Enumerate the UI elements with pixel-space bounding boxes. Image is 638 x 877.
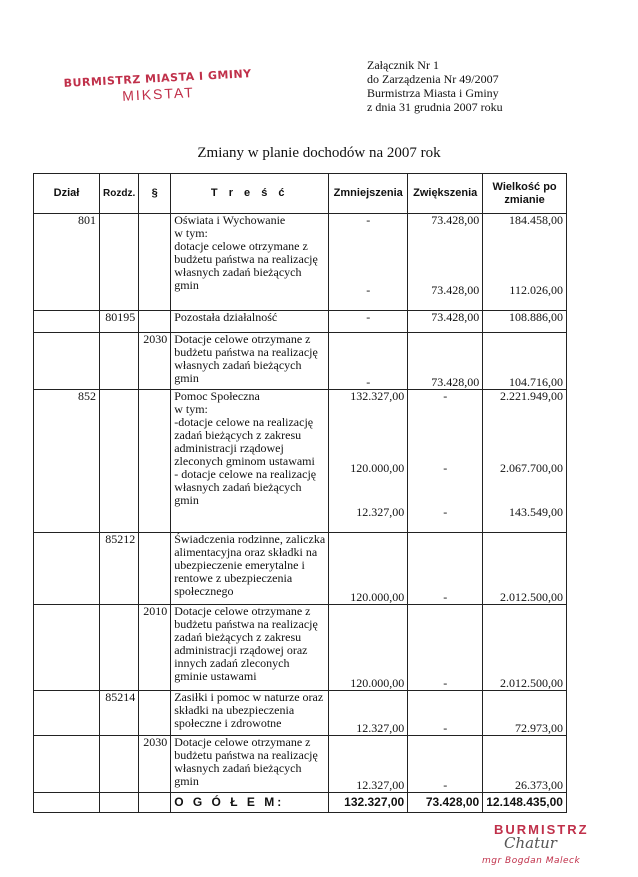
- value-zwi-bot: -: [443, 505, 448, 519]
- total-row: [34, 793, 567, 813]
- value-zmn-top: -: [366, 213, 371, 227]
- header-zmniejszenia: Zmniejszenia: [329, 174, 408, 214]
- cell-wz: 2.012.500,00: [483, 533, 567, 605]
- cell-zmn: -: [329, 333, 408, 390]
- cell-zwi: 73.428,00: [408, 333, 483, 390]
- cell-rozdz: 80195: [100, 311, 139, 333]
- document-title: Zmiany w planie dochodów na 2007 rok: [197, 145, 441, 161]
- total-label: O G Ó Ł E M:: [171, 793, 329, 813]
- stamp-line-1: BURMISTRZ MIASTA I GMINY: [63, 67, 252, 90]
- cell-wz: 2.012.500,00: [483, 605, 567, 691]
- value-wz-bot: 143.549,00: [508, 505, 563, 519]
- total-zmn: 132.327,00: [329, 793, 408, 813]
- cell-zwi: -: [408, 736, 483, 793]
- signature-title: BURMISTRZ: [494, 822, 589, 837]
- value-wz-top: 2.221.949,00: [499, 389, 563, 403]
- cell-zmn: -: [329, 311, 408, 333]
- table-row: [34, 736, 567, 793]
- header-zwiekszenia: Zwiększenia: [408, 174, 483, 214]
- cell-par: 2010: [139, 605, 171, 691]
- table-row: [34, 691, 567, 736]
- cell-wz: 108.886,00: [483, 311, 567, 333]
- cell-zmn: 12.327,00: [329, 736, 408, 793]
- table-row: [34, 533, 567, 605]
- cell-tresc: Pomoc Społeczna w tym: -dotacje celowe na realizację zadań bieżących z zakresu administracji rządowej zleconych gminom ustawami - dotacje celowe na realizację własnych zadań bieżących gmin: [171, 390, 329, 533]
- cell-zwi: 73.428,00: [408, 311, 483, 333]
- annex-line-4: z dnia 31 grudnia 2007 roku: [367, 100, 503, 114]
- cell-dzial: 801: [34, 214, 100, 311]
- cell-rozdz: 85214: [100, 691, 139, 736]
- cell-zwi: [408, 390, 483, 533]
- cell-rozdz: 85212: [100, 533, 139, 605]
- annex-line-3: Burmistrza Miasta i Gminy: [367, 86, 499, 100]
- value-zmn-top: 132.327,00: [350, 389, 405, 403]
- value-wz-mid: 2.067.700,00: [499, 461, 563, 475]
- cell-zwi: -: [408, 691, 483, 736]
- table-row: [34, 311, 567, 333]
- cell-zmn: [329, 390, 408, 533]
- cell-wz: [483, 214, 567, 311]
- value-zwi-top: -: [443, 389, 448, 403]
- cell-par: 2030: [139, 333, 171, 390]
- value-zmn-mid: 120.000,00: [350, 461, 405, 475]
- cell-zmn: 120.000,00: [329, 533, 408, 605]
- table-row: [34, 390, 567, 533]
- official-stamp: [63, 67, 252, 107]
- cell-tresc: Pozostała działalność: [171, 311, 329, 333]
- cell-tresc: Dotacje celowe otrzymane z budżetu państwa na realizację własnych zadań bieżących gmin: [171, 333, 329, 390]
- value-zmn-bot: -: [366, 283, 371, 297]
- cell-zmn: [329, 214, 408, 311]
- cell-zmn: 12.327,00: [329, 691, 408, 736]
- cell-zwi: -: [408, 533, 483, 605]
- header-tresc: T r e ś ć: [171, 174, 329, 214]
- cell-tresc: Dotacje celowe otrzymane z budżetu państwa na realizację zadań bieżących z zakresu administracji rządowej oraz innych zadań zleconych gminie ustawami: [171, 605, 329, 691]
- handwritten-signature: Chatur: [504, 834, 557, 852]
- cell-tresc: Świadczenia rodzinne, zaliczka alimentacyjna oraz składki na ubezpieczenie emerytalne i rentowe z ubezpieczenia społecznego: [171, 533, 329, 605]
- table-row: [34, 333, 567, 390]
- cell-rozdz: [100, 214, 139, 311]
- table-header-row: [34, 174, 567, 214]
- cell-tresc: Zasiłki i pomoc w naturze oraz składki na ubezpieczenia społeczne i zdrowotne: [171, 691, 329, 736]
- signature-name: mgr Bogdan Maleck: [482, 856, 581, 866]
- cell-par: 2030: [139, 736, 171, 793]
- cell-zwi: [408, 214, 483, 311]
- stamp-line-2: MIKSTAT: [121, 84, 196, 104]
- value-wz-bot: 112.026,00: [509, 283, 563, 297]
- cell-par: [139, 214, 171, 311]
- annex-line-2: do Zarządzenia Nr 49/2007: [367, 72, 499, 86]
- header-dzial: Dział: [34, 174, 100, 214]
- cell-wz: 104.716,00: [483, 333, 567, 390]
- income-changes-table: [33, 173, 567, 813]
- cell-wz: 26.373,00: [483, 736, 567, 793]
- cell-wz: 72.973,00: [483, 691, 567, 736]
- cell-zwi: -: [408, 605, 483, 691]
- annex-header: [367, 58, 503, 114]
- value-zwi-bot: 73.428,00: [431, 283, 480, 297]
- total-wz: 12.148.435,00: [483, 793, 567, 813]
- value-zwi-mid: -: [443, 461, 448, 475]
- cell-tresc: Dotacje celowe otrzymane z budżetu państwa na realizację własnych zadań bieżących gmin: [171, 736, 329, 793]
- header-rozdz: Rozdz.: [100, 174, 139, 214]
- cell-dzial: 852: [34, 390, 100, 533]
- value-wz-top: 184.458,00: [508, 213, 563, 227]
- header-wielkosc: Wielkość po zmianie: [483, 174, 567, 214]
- cell-wz: [483, 390, 567, 533]
- total-zwi: 73.428,00: [408, 793, 483, 813]
- cell-zmn: 120.000,00: [329, 605, 408, 691]
- header-paragraph: §: [139, 174, 171, 214]
- cell-tresc: Oświata i Wychowanie w tym: dotacje celowe otrzymane z budżetu państwa na realizację własnych zadań bieżących gmin: [171, 214, 329, 311]
- table-row: [34, 605, 567, 691]
- value-zwi-top: 73.428,00: [431, 213, 480, 227]
- annex-line-1: Załącznik Nr 1: [367, 58, 439, 72]
- table-row: [34, 214, 567, 311]
- value-zmn-bot: 12.327,00: [356, 505, 405, 519]
